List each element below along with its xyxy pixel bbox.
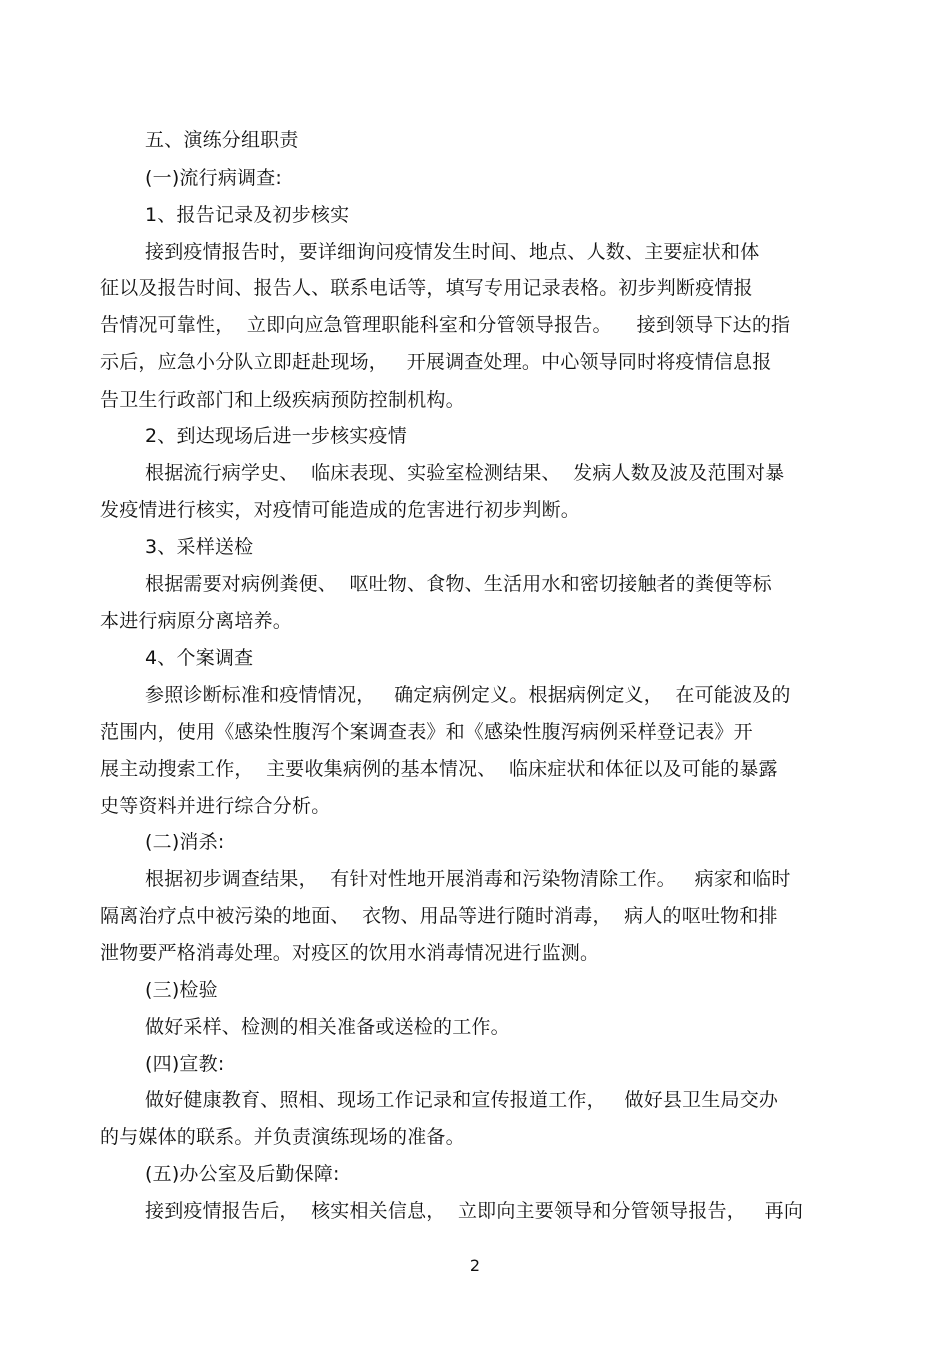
paragraph-line: 根据流行病学史、 临床表现、实验室检测结果、 发病人数及波及范围对暴 xyxy=(145,462,785,484)
page-number: 2 xyxy=(469,1256,481,1275)
paragraph-line: 展主动搜索工作， 主要收集病例的基本情况、 临床症状和体征以及可能的暴露 xyxy=(100,758,778,780)
paragraph-line: 征以及报告时间、报告人、联系电话等，填写专用记录表格。初步判断疫情报 xyxy=(100,277,753,299)
item-heading: 2、到达现场后进一步核实疫情 xyxy=(145,425,407,447)
paragraph-line: 做好健康教育、照相、现场工作记录和宣传报道工作， 做好县卫生局交办 xyxy=(145,1089,779,1111)
item-heading: 1、报告记录及初步核实 xyxy=(145,204,350,226)
subsection-heading: (五)办公室及后勤保障: xyxy=(145,1163,340,1185)
paragraph-line: 告卫生行政部门和上级疾病预防控制机构。 xyxy=(100,389,465,411)
section-heading: 五、演练分组职责 xyxy=(145,129,299,151)
paragraph-line: 史等资料并进行综合分析。 xyxy=(100,795,331,817)
paragraph-line: 隔离治疗点中被污染的地面、 衣物、用品等进行随时消毒， 病人的呕吐物和排 xyxy=(100,905,778,927)
paragraph-line: 示后，应急小分队立即赶赴现场， 开展调查处理。中心领导同时将疫情信息报 xyxy=(100,351,772,373)
paragraph-line: 接到疫情报告后， 核实相关信息， 立即向主要领导和分管领导报告， 再向 xyxy=(145,1200,804,1222)
paragraph-line: 范围内，使用《感染性腹泻个案调查表》和《感染性腹泻病例采样登记表》开 xyxy=(100,721,753,743)
item-heading: 3、采样送检 xyxy=(145,536,254,558)
paragraph-line: 泄物要严格消毒处理。对疫区的饮用水消毒情况进行监测。 xyxy=(100,942,600,964)
subsection-heading: (三)检验 xyxy=(145,979,218,1001)
paragraph-line: 做好采样、检测的相关准备或送检的工作。 xyxy=(145,1016,510,1038)
paragraph-line: 发疫情进行核实，对疫情可能造成的危害进行初步判断。 xyxy=(100,499,581,521)
subsection-heading: (四)宣教: xyxy=(145,1053,225,1075)
subsection-heading: (一)流行病调查: xyxy=(145,167,283,189)
item-heading: 4、个案调查 xyxy=(145,647,254,669)
paragraph-line: 告情况可靠性， 立即向应急管理职能科室和分管领导报告。 接到领导下达的指 xyxy=(100,314,791,336)
paragraph-line: 根据需要对病例粪便、 呕吐物、食物、生活用水和密切接触者的粪便等标 xyxy=(145,573,772,595)
paragraph-line: 接到疫情报告时，要详细询问疫情发生时间、地点、人数、主要症状和体 xyxy=(145,241,760,263)
paragraph-line: 本进行病原分离培养。 xyxy=(100,610,293,632)
paragraph-line: 根据初步调查结果， 有针对性地开展消毒和污染物清除工作。 病家和临时 xyxy=(145,868,791,890)
paragraph-line: 参照诊断标准和疫情情况， 确定病例定义。根据病例定义， 在可能波及的 xyxy=(145,684,791,706)
subsection-heading: (二)消杀: xyxy=(145,831,225,853)
paragraph-line: 的与媒体的联系。并负责演练现场的准备。 xyxy=(100,1126,465,1148)
